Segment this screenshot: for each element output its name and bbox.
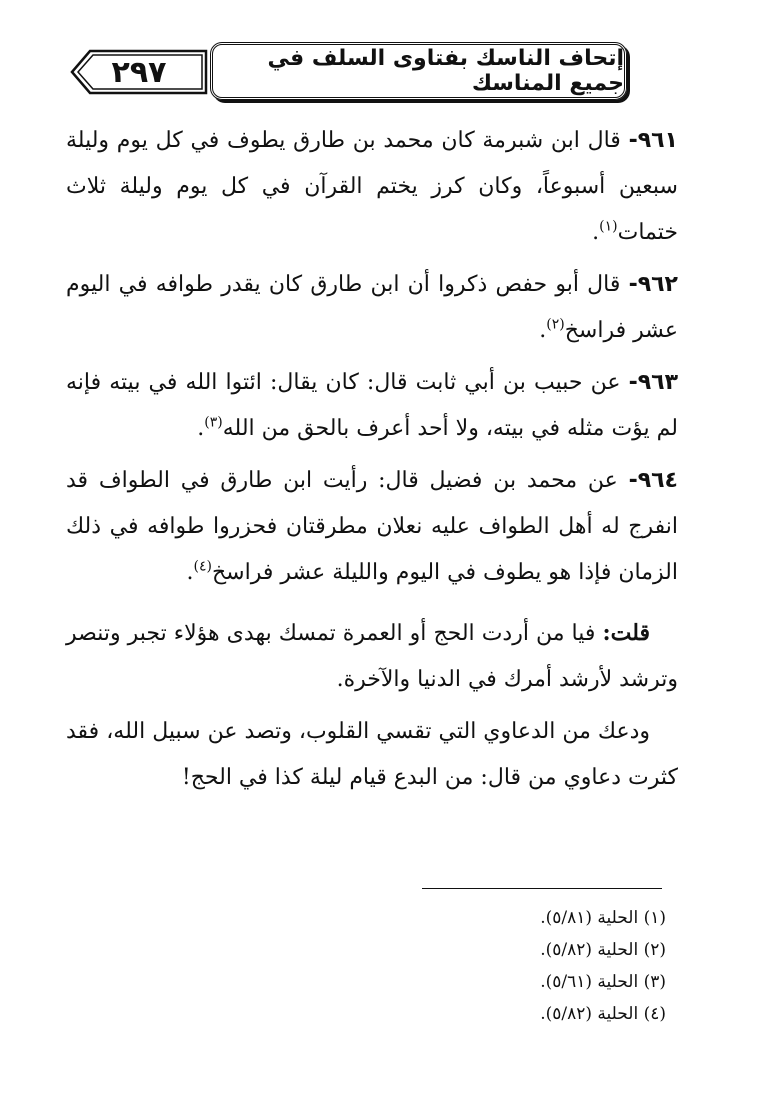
narration-text: عن حبيب بن أبي ثابت قال: كان يقال: ائتوا الله في بيته فإنه لم يؤت مثله في بيته، ولا أحد أعرف بالحق من الله [66, 370, 678, 441]
main-text [66, 118, 678, 807]
narration-961 [66, 118, 678, 256]
commentary-text: ودعك من الدعاوي التي تقسي القلوب، وتصد عن سبيل الله، فقد كثرت دعاوي من قال: من البدع قيام ليلة كذا في الحج! [66, 719, 678, 790]
narration-963 [66, 360, 678, 452]
book-title: إتحاف الناسك بفتاوى السلف في جميع المناسك [267, 46, 624, 96]
narration-number: ٩٦٢- [628, 272, 678, 297]
commentary-paragraph [66, 709, 678, 801]
commentary-text: فيا من أردت الحج أو العمرة تمسك بهدى هؤلاء تجبر وتنصر وترشد لأرشد أمرك في الدنيا والآخرة. [66, 621, 678, 692]
footnote-3: (٣) الحلية (٥/٦١). [540, 972, 666, 992]
narration-962 [66, 262, 678, 354]
narration-text: قال ابن شبرمة كان محمد بن طارق يطوف في كل يوم وليلة سبعين أسبوعاً، وكان كرز يختم القرآن في كل يوم وليلة ثلاث ختمات [66, 128, 678, 245]
commentary-paragraph [66, 610, 678, 703]
commentary-lead: قلت: [602, 620, 650, 646]
footnote-1: (١) الحلية (٥/٨١). [540, 908, 666, 928]
title-frame [210, 42, 627, 100]
narration-end: . [539, 318, 547, 343]
footnote-ref: (٣) [204, 414, 223, 431]
page-number: ٢٩٧ [111, 54, 167, 90]
narration-text: عن محمد بن فضيل قال: رأيت ابن طارق في الطواف قد انفرج له أهل الطواف عليه نعلان مطرقتان فحزروا طوافه في ذلك الزمان فإذا هو يطوف في اليوم والليلة عشر فراسخ [66, 468, 678, 585]
footnote-ref: (١) [599, 218, 618, 235]
narration-end: . [197, 416, 205, 441]
narration-number: ٩٦٣- [628, 370, 679, 395]
page-number-frame [70, 48, 208, 96]
page-header [70, 42, 625, 104]
footnote-4: (٤) الحلية (٥/٨٢). [540, 1004, 666, 1024]
narration-end: . [186, 560, 194, 585]
narration-964 [66, 458, 678, 596]
footnote-ref: (٤) [193, 558, 212, 575]
footnote-ref: (٢) [546, 316, 565, 333]
narration-text: قال أبو حفص ذكروا أن ابن طارق كان يقدر طوافه في اليوم عشر فراسخ [66, 272, 678, 343]
narration-end: . [592, 220, 600, 245]
footnote-2: (٢) الحلية (٥/٨٢). [540, 940, 666, 960]
footnote-divider [422, 888, 662, 889]
narration-number: ٩٦١- [628, 128, 678, 153]
narration-number: ٩٦٤- [628, 468, 678, 493]
footnotes [420, 902, 666, 1030]
